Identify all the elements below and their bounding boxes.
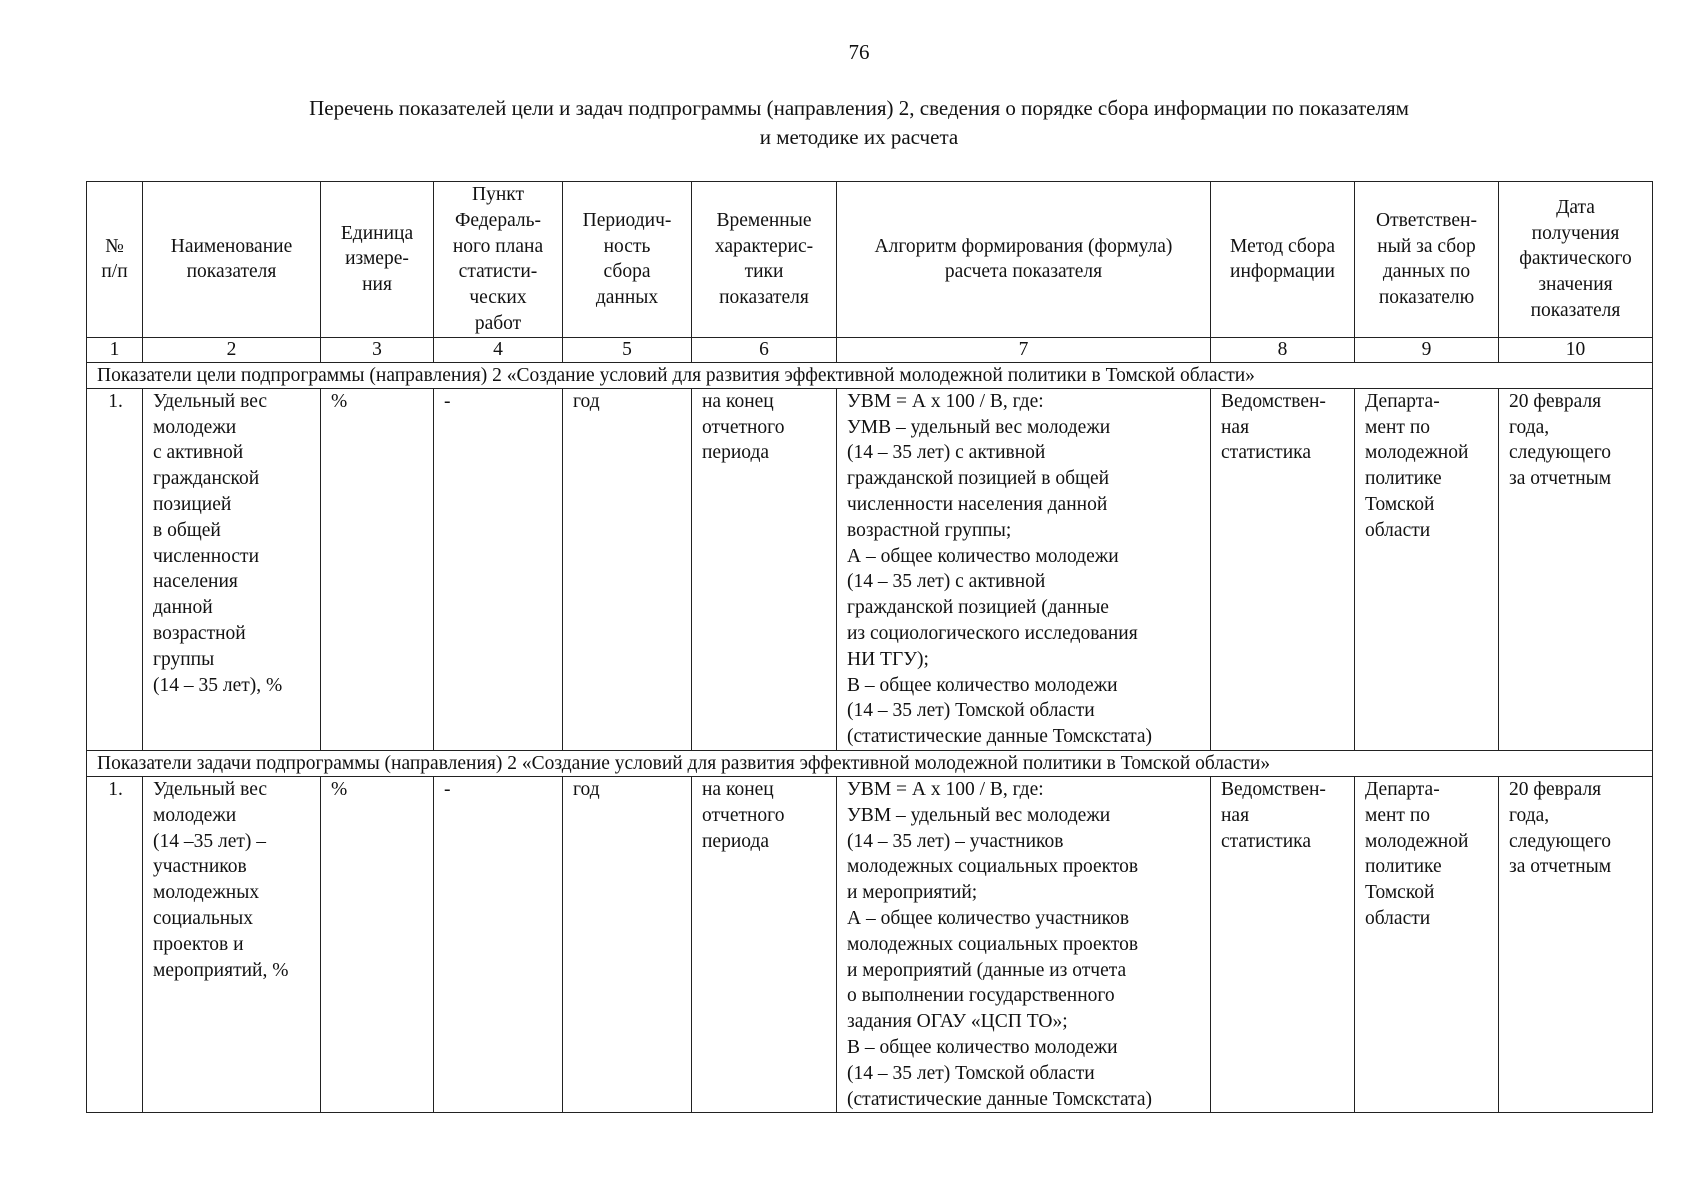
- text-line: (статистические данные Томскстата): [847, 1088, 1153, 1110]
- table-header-row: [87, 182, 1653, 338]
- text-line: политике: [1365, 468, 1442, 490]
- text-line: за отчетным: [1509, 856, 1612, 878]
- text-line: Периодич-: [582, 209, 672, 231]
- text-line: Томской: [1365, 493, 1435, 515]
- text-line: Ведомствен-: [1221, 778, 1326, 800]
- text-line: Департа-: [1365, 390, 1440, 412]
- column-number: 2: [143, 337, 321, 362]
- text-line: из социологического исследования: [847, 622, 1138, 644]
- column-number: 4: [434, 337, 563, 362]
- text-line: информации: [1230, 261, 1335, 283]
- text-line: Наименование: [170, 235, 293, 257]
- unit: %: [321, 776, 434, 1112]
- time-characteristics: [692, 388, 837, 750]
- column-number: 10: [1499, 337, 1653, 362]
- text-line: получения: [1531, 222, 1620, 244]
- unit: %: [321, 388, 434, 750]
- text-line: (14 – 35 лет) с активной: [847, 442, 1046, 464]
- text-line: численности населения данной: [847, 493, 1108, 515]
- section-heading-goal: [87, 362, 1653, 388]
- text-line: №: [105, 235, 124, 257]
- column-number: 5: [563, 337, 692, 362]
- section-heading-text: Показатели цели подпрограммы (направления) 2 «Создание условий для развития эффективной молодежной политики в Томской области»: [87, 362, 1653, 388]
- text-line: ческих: [469, 287, 527, 309]
- text-line: проектов и: [153, 933, 244, 955]
- title-line-2: и методике их расчета: [759, 125, 959, 149]
- column-number: 6: [692, 337, 837, 362]
- text-line: Томской: [1365, 882, 1435, 904]
- text-line: области: [1365, 519, 1431, 541]
- plan-item: -: [434, 776, 563, 1112]
- text-line: А – общее количество участников: [847, 907, 1130, 929]
- text-line: периода: [702, 442, 770, 464]
- text-line: измере-: [345, 248, 409, 270]
- text-line: 20 февраля: [1509, 778, 1602, 800]
- periodicity: год: [563, 776, 692, 1112]
- time-characteristics: [692, 776, 837, 1112]
- text-line: Метод сбора: [1230, 235, 1335, 257]
- text-line: сбора: [603, 261, 651, 283]
- text-line: данных по: [1382, 261, 1471, 283]
- header-num: [87, 182, 143, 338]
- text-line: в общей: [153, 519, 221, 541]
- text-line: п/п: [101, 261, 128, 283]
- text-line: мент по: [1365, 804, 1431, 826]
- responsible: [1355, 388, 1499, 750]
- column-number-row: [87, 337, 1653, 362]
- periodicity: год: [563, 388, 692, 750]
- text-line: В – общее количество молодежи: [847, 674, 1118, 696]
- text-line: НИ ТГУ);: [847, 648, 929, 670]
- text-line: отчетного: [702, 804, 785, 826]
- text-line: фактического: [1519, 248, 1632, 270]
- text-line: молодежной: [1365, 442, 1469, 464]
- text-line: года,: [1509, 804, 1550, 826]
- text-line: гражданской позицией в общей: [847, 468, 1110, 490]
- text-line: Ведомствен-: [1221, 390, 1326, 412]
- text-line: гражданской: [153, 468, 260, 490]
- date: [1499, 776, 1653, 1112]
- text-line: населения: [153, 571, 238, 593]
- column-number: 3: [321, 337, 434, 362]
- header-federal-plan-item: [434, 182, 563, 338]
- text-line: статистика: [1221, 830, 1311, 852]
- collection-method: [1211, 776, 1355, 1112]
- header-collection-method: [1211, 182, 1355, 338]
- header-date: [1499, 182, 1653, 338]
- indicator-name: [143, 388, 321, 750]
- text-line: показателя: [719, 287, 809, 309]
- algorithm: [837, 776, 1211, 1112]
- text-line: на конец: [702, 778, 774, 800]
- text-line: гражданской позицией (данные: [847, 597, 1109, 619]
- text-line: (14 – 35 лет) Томской области: [847, 1062, 1095, 1084]
- text-line: области: [1365, 907, 1431, 929]
- text-line: ная: [1221, 804, 1250, 826]
- header-time-characteristics: [692, 182, 837, 338]
- text-line: с активной: [153, 442, 244, 464]
- text-line: данных: [595, 287, 659, 309]
- indicator-name: [143, 776, 321, 1112]
- text-line: показателю: [1378, 287, 1475, 309]
- column-number: 9: [1355, 337, 1499, 362]
- text-line: и мероприятий (данные из отчета: [847, 959, 1127, 981]
- text-line: Пункт: [471, 184, 524, 205]
- column-number: 8: [1211, 337, 1355, 362]
- text-line: Единица: [340, 222, 414, 244]
- text-line: ный за сбор: [1377, 235, 1476, 257]
- text-line: молодежной: [1365, 830, 1469, 852]
- text-line: участников: [153, 856, 247, 878]
- text-line: Временные: [716, 209, 812, 231]
- text-line: молодежных социальных проектов: [847, 856, 1139, 878]
- text-line: ная: [1221, 416, 1250, 438]
- text-line: статистика: [1221, 442, 1311, 464]
- text-line: периода: [702, 830, 770, 852]
- page-number: 76: [848, 40, 870, 64]
- text-line: года,: [1509, 416, 1550, 438]
- text-line: о выполнении государственного: [847, 985, 1115, 1007]
- text-line: численности: [153, 545, 260, 567]
- header-periodicity: [563, 182, 692, 338]
- text-line: Департа-: [1365, 778, 1440, 800]
- text-line: Удельный вес: [153, 778, 268, 800]
- text-line: Ответствен-: [1376, 209, 1477, 231]
- text-line: ного плана: [452, 235, 544, 257]
- header-unit: [321, 182, 434, 338]
- text-line: возрастной группы;: [847, 519, 1012, 541]
- table-row: [87, 388, 1653, 750]
- text-line: показателя: [1530, 300, 1621, 322]
- text-line: (статистические данные Томскстата): [847, 726, 1153, 748]
- text-line: тики: [744, 261, 784, 283]
- text-line: УВМ – удельный вес молодежи: [847, 804, 1111, 826]
- text-line: В – общее количество молодежи: [847, 1036, 1118, 1058]
- text-line: и мероприятий;: [847, 882, 978, 904]
- text-line: следующего: [1509, 442, 1611, 464]
- table-row: [87, 776, 1653, 1112]
- text-line: УВМ = А х 100 / В, где:: [847, 390, 1044, 412]
- date: [1499, 388, 1653, 750]
- text-line: А – общее количество молодежи: [847, 545, 1119, 567]
- text-line: (14 – 35 лет), %: [153, 674, 283, 696]
- section-heading-task: [87, 750, 1653, 776]
- text-line: ния: [362, 274, 392, 296]
- text-line: задания ОГАУ «ЦСП ТО»;: [847, 1011, 1068, 1033]
- text-line: социальных: [153, 907, 254, 929]
- text-line: (14 – 35 лет) Томской области: [847, 700, 1095, 722]
- title-line-1: Перечень показателей цели и задач подпрограммы (направления) 2, сведения о порядке сбора информации по показателям: [309, 96, 1409, 120]
- header-algorithm: [837, 182, 1211, 338]
- column-number: 1: [87, 337, 143, 362]
- text-line: 20 февраля: [1509, 390, 1602, 412]
- header-indicator-name: [143, 182, 321, 338]
- row-number: 1.: [87, 388, 143, 750]
- column-number: 7: [837, 337, 1211, 362]
- text-line: ность: [603, 235, 651, 257]
- collection-method: [1211, 388, 1355, 750]
- text-line: на конец: [702, 390, 774, 412]
- text-line: мент по: [1365, 416, 1431, 438]
- text-line: молодежи: [153, 804, 237, 826]
- text-line: расчета показателя: [944, 261, 1103, 283]
- text-line: Федераль-: [454, 209, 542, 231]
- text-line: (14 – 35 лет) – участников: [847, 830, 1064, 852]
- text-line: молодежи: [153, 416, 237, 438]
- text-line: УМВ – удельный вес молодежи: [847, 416, 1111, 438]
- text-line: позицией: [153, 493, 232, 515]
- text-line: молодежных социальных проектов: [847, 933, 1139, 955]
- text-line: показателя: [186, 261, 277, 283]
- text-line: политике: [1365, 856, 1442, 878]
- section-heading-text: Показатели задачи подпрограммы (направления) 2 «Создание условий для развития эффективной молодежной политики в Томской области»: [87, 750, 1653, 776]
- header-responsible: [1355, 182, 1499, 338]
- text-line: за отчетным: [1509, 468, 1612, 490]
- text-line: возрастной: [153, 622, 246, 644]
- row-number: 1.: [87, 776, 143, 1112]
- text-line: статисти-: [458, 261, 538, 283]
- text-line: молодежных: [153, 882, 260, 904]
- text-line: мероприятий, %: [153, 959, 289, 981]
- text-line: работ: [474, 312, 522, 334]
- indicators-table: [86, 181, 1653, 1113]
- document-title: [0, 94, 1698, 152]
- text-line: следующего: [1509, 830, 1611, 852]
- text-line: (14 – 35 лет) с активной: [847, 571, 1046, 593]
- text-line: УВМ = А х 100 / В, где:: [847, 778, 1044, 800]
- text-line: Удельный вес: [153, 390, 268, 412]
- plan-item: -: [434, 388, 563, 750]
- algorithm: [837, 388, 1211, 750]
- text-line: группы: [153, 648, 215, 670]
- text-line: (14 –35 лет) –: [153, 830, 267, 852]
- text-line: данной: [153, 597, 213, 619]
- text-line: значения: [1538, 274, 1613, 296]
- text-line: Алгоритм формирования (формула): [874, 235, 1173, 257]
- responsible: [1355, 776, 1499, 1112]
- text-line: Дата: [1556, 196, 1595, 218]
- text-line: характерис-: [714, 235, 814, 257]
- text-line: отчетного: [702, 416, 785, 438]
